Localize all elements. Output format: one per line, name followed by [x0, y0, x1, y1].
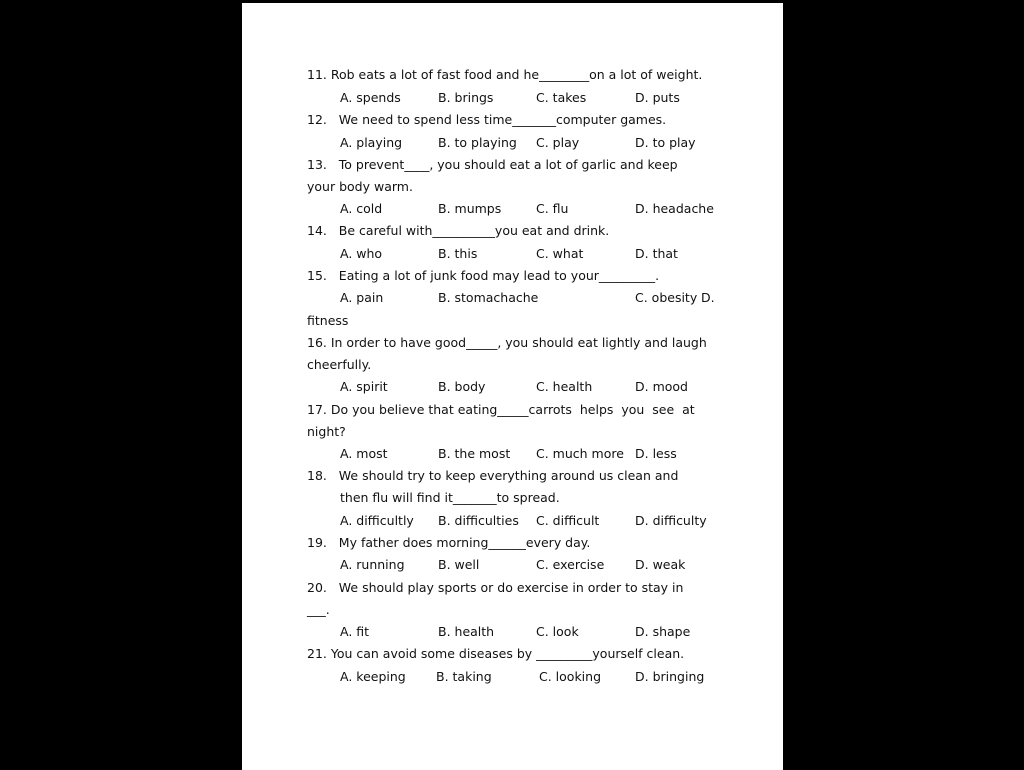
- q11-option-b: B. brings: [438, 90, 494, 105]
- q15-option-d: D.: [701, 290, 715, 305]
- q14-option-b: B. this: [438, 246, 478, 261]
- q19-option-b: B. well: [438, 557, 480, 572]
- document-page: [242, 3, 783, 770]
- q16-option-a: A. spirit: [340, 379, 388, 394]
- question-15-stem: 15. Eating a lot of junk food may lead to your_________.: [307, 268, 660, 283]
- q17-option-d: D. less: [635, 446, 677, 461]
- q16-option-b: B. body: [438, 379, 486, 394]
- q15-option-a: A. pain: [340, 290, 384, 305]
- question-16-stem-cont: cheerfully.: [307, 357, 372, 372]
- q13-option-d: D. headache: [635, 201, 714, 216]
- q19-option-a: A. running: [340, 557, 405, 572]
- q20-option-a: A. fit: [340, 624, 370, 639]
- question-17-stem-cont: night?: [307, 424, 346, 439]
- question-13-stem-cont: your body warm.: [307, 179, 413, 194]
- q21-option-b: B. taking: [436, 669, 492, 684]
- q17-option-b: B. the most: [438, 446, 511, 461]
- q18-option-b: B. difficulties: [438, 513, 519, 528]
- q14-option-a: A. who: [340, 246, 383, 261]
- question-14-stem: 14. Be careful with__________you eat and drink.: [307, 223, 610, 238]
- q20-option-d: D. shape: [635, 624, 691, 639]
- q12-option-a: A. playing: [340, 135, 403, 150]
- q13-option-b: B. mumps: [438, 201, 502, 216]
- q15-option-d-cont: fitness: [307, 313, 349, 328]
- q14-option-c: C. what: [536, 246, 584, 261]
- q12-option-b: B. to playing: [438, 135, 517, 150]
- q20-option-c: C. look: [536, 624, 579, 639]
- q19-option-d: D. weak: [635, 557, 686, 572]
- q14-option-d: D. that: [635, 246, 678, 261]
- q12-option-d: D. to play: [635, 135, 696, 150]
- q12-option-c: C. play: [536, 135, 580, 150]
- question-18-stem-cont: then flu will find it_______to spread.: [340, 490, 560, 505]
- q16-option-d: D. mood: [635, 379, 688, 394]
- q18-option-d: D. difficulty: [635, 513, 707, 528]
- question-12-stem: 12. We need to spend less time_______computer games.: [307, 112, 667, 127]
- q18-option-a: A. difficultly: [340, 513, 414, 528]
- q17-option-a: A. most: [340, 446, 388, 461]
- q15-option-c: C. obesity: [635, 290, 698, 305]
- q21-option-a: A. keeping: [340, 669, 406, 684]
- q13-option-a: A. cold: [340, 201, 383, 216]
- question-18-stem: 18. We should try to keep everything around us clean and: [307, 468, 679, 483]
- q19-option-c: C. exercise: [536, 557, 605, 572]
- q11-option-a: A. spends: [340, 90, 401, 105]
- q11-option-d: D. puts: [635, 90, 680, 105]
- question-17-stem: 17. Do you believe that eating_____carrots helps you see at: [307, 402, 695, 417]
- question-19-stem: 19. My father does morning______every day.: [307, 535, 591, 550]
- question-21-stem: 21. You can avoid some diseases by _________yourself clean.: [307, 646, 685, 661]
- q15-option-b: B. stomachache: [438, 290, 539, 305]
- question-16-stem: 16. In order to have good_____, you should eat lightly and laugh: [307, 335, 707, 350]
- q17-option-c: C. much more: [536, 446, 624, 461]
- question-20-stem-cont: ___.: [307, 602, 330, 617]
- q20-option-b: B. health: [438, 624, 495, 639]
- q13-option-c: C. flu: [536, 201, 569, 216]
- q21-option-c: C. looking: [539, 669, 602, 684]
- q16-option-c: C. health: [536, 379, 593, 394]
- question-20-stem: 20. We should play sports or do exercise in order to stay in: [307, 580, 684, 595]
- question-13-stem: 13. To prevent____, you should eat a lot of garlic and keep: [307, 157, 678, 172]
- q11-option-c: C. takes: [536, 90, 587, 105]
- question-11-stem: 11. Rob eats a lot of fast food and he________on a lot of weight.: [307, 67, 703, 82]
- q18-option-c: C. difficult: [536, 513, 600, 528]
- q21-option-d: D. bringing: [635, 669, 705, 684]
